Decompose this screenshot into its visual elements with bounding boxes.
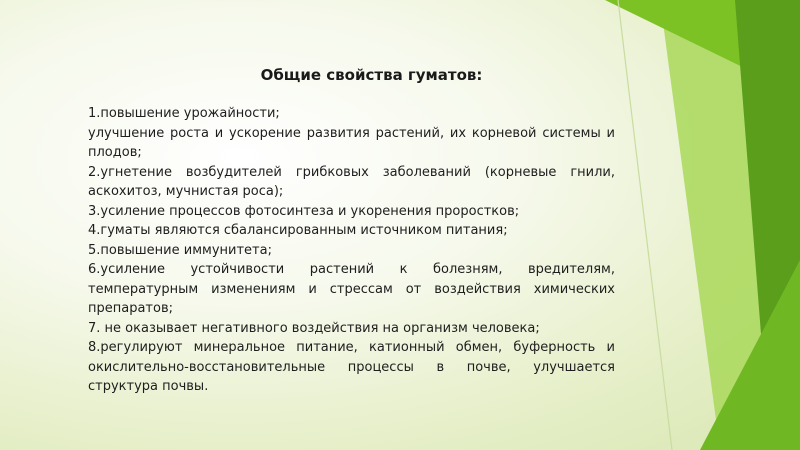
list-item: 8.регулируют минеральное питание, катионный обмен, буферность и окислительно-восстановительные процессы в почве, улучшается структура почвы.	[88, 340, 615, 394]
content-area	[88, 66, 615, 397]
list-item: 4.гуматы являются сбалансированным источником питания;	[88, 223, 508, 238]
list-item: 6.усиление устойчивости растений к болезням, вредителям, температурным изменениям и стрессам от воздействия химических препаратов;	[88, 262, 615, 316]
list-item: 1.повышение урожайности;	[88, 106, 280, 121]
list-item: 3.усиление процессов фотосинтеза и укоренения проростков;	[88, 203, 520, 219]
list-item: 5.повышение иммунитета;	[88, 242, 272, 258]
slide-title: Общие свойства гуматов:	[260, 66, 483, 84]
list-item: улучшение роста и ускорение развития растений, их корневой системы и плодов;	[88, 125, 615, 160]
list-item: 2.угнетение возбудителей грибковых заболеваний (корневые гнили, аскохитоз, мучнистая роса);	[88, 164, 615, 199]
list-item: 7. не оказывает негативного воздействия на организм человека;	[88, 320, 540, 336]
deco-line	[618, 0, 672, 450]
